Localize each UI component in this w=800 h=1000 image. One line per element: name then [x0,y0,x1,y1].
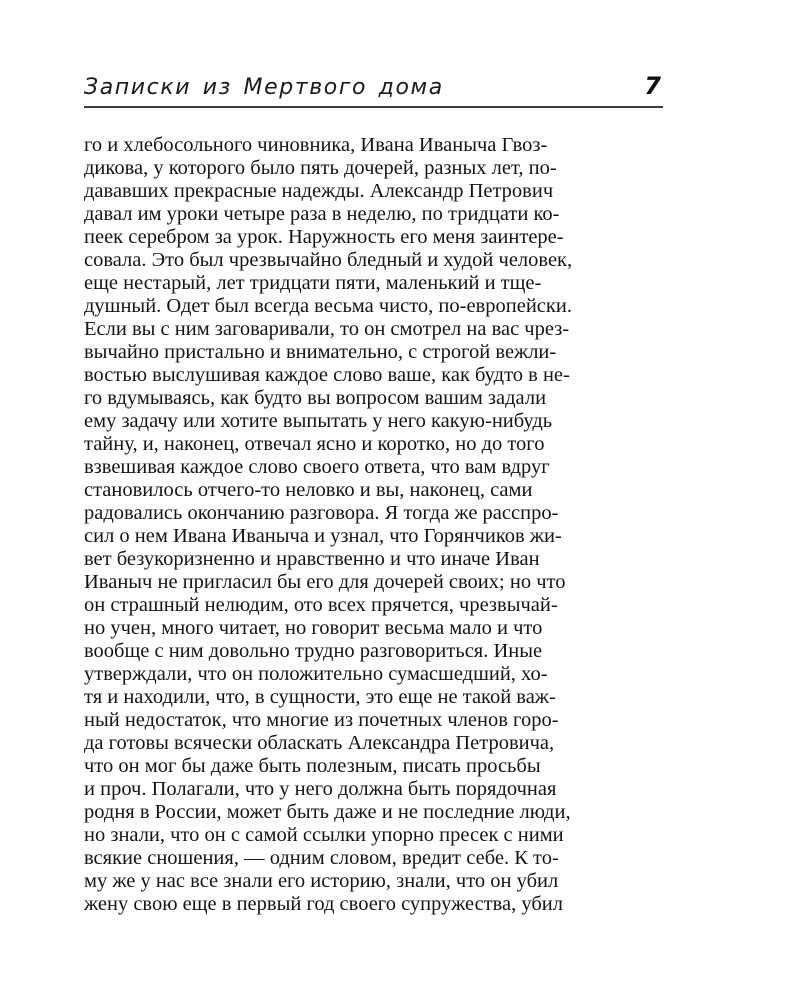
text-line: дикова, у которого было пять дочерей, разных лет, по- [84,157,557,179]
page-content [84,0,663,916]
text-line: и проч. Полагали, что у него должна быть порядочная [84,778,557,800]
text-line: всякие сношения, — одним словом, вредит себе. К то- [84,847,559,869]
running-header [84,72,663,108]
text-line: востью выслушивая каждое слово ваше, как будто в не- [84,364,570,386]
text-line: го вдумываясь, как будто вы вопросом вашим задали [84,387,547,409]
text-line: но учен, много читает, но говорит весьма мало и что [84,617,543,639]
text-line: что он мог бы даже быть полезным, писать просьбы [84,755,541,777]
paragraph-text [84,134,663,916]
text-line: он страшный нелюдим, ото всех прячется, чрезвычай- [84,594,558,616]
text-line: жену свою еще в первый год своего супружества, убил [84,893,564,915]
text-line: давал им уроки четыре раза в неделю, по тридцати ко- [84,203,560,225]
text-line: еще нестарый, лет тридцати пяти, маленький и тще- [84,272,542,294]
text-line: радовались окончанию разговора. Я тогда же расспро- [84,502,559,524]
text-line: душный. Одет был всегда весьма чисто, по-европейски. [84,295,572,317]
text-line: вообще с ним довольно трудно разговориться. Иные [84,640,543,662]
text-line: го и хлебосольного чиновника, Ивана Иваныча Гвоз- [84,134,548,156]
text-line: ему задачу или хотите выпытать у него какую-нибудь [84,410,553,432]
text-line: Если вы с ним заговаривали, то он смотрел на вас чрез- [84,318,570,340]
text-line: вычайно пристально и внимательно, с строгой вежли- [84,341,557,363]
text-line: тайну, и, наконец, отвечал ясно и коротко, но до того [84,433,545,455]
text-line: вет безукоризненно и нравственно и что иначе Иван [84,548,540,570]
text-line: утверждали, что он положительно сумасшедший, хо- [84,663,548,685]
text-line: тя и находили, что, в сущности, это еще не такой важ- [84,686,556,708]
text-line: родня в России, может быть даже и не последние люди, [84,801,571,823]
text-line: ный недостаток, что многие из почетных членов горо- [84,709,559,731]
text-line: становилось отчего-то неловко и вы, наконец, сами [84,479,533,501]
running-title: Записки из Мертвого дома [84,75,444,100]
text-line: пеек серебром за урок. Наружность его меня заинтере- [84,226,564,248]
text-line: дававших прекрасные надежды. Александр Петрович [84,180,554,202]
text-line: да готовы всячески обласкать Александра Петровича, [84,732,555,754]
text-line: Иваныч не пригласил бы его для дочерей своих; но что [84,571,566,593]
text-line: взвешивая каждое слово своего ответа, что вам вдруг [84,456,550,478]
text-line: му же у нас все знали его историю, знали, что он убил [84,870,559,892]
text-line: сил о нем Ивана Иваныча и узнал, что Горянчиков жи- [84,525,562,547]
text-line: но знали, что он с самой ссылки упорно пресек с ними [84,824,564,846]
page-number: 7 [644,72,661,100]
text-line: совала. Это был чрезвычайно бледный и худой человек, [84,249,573,271]
